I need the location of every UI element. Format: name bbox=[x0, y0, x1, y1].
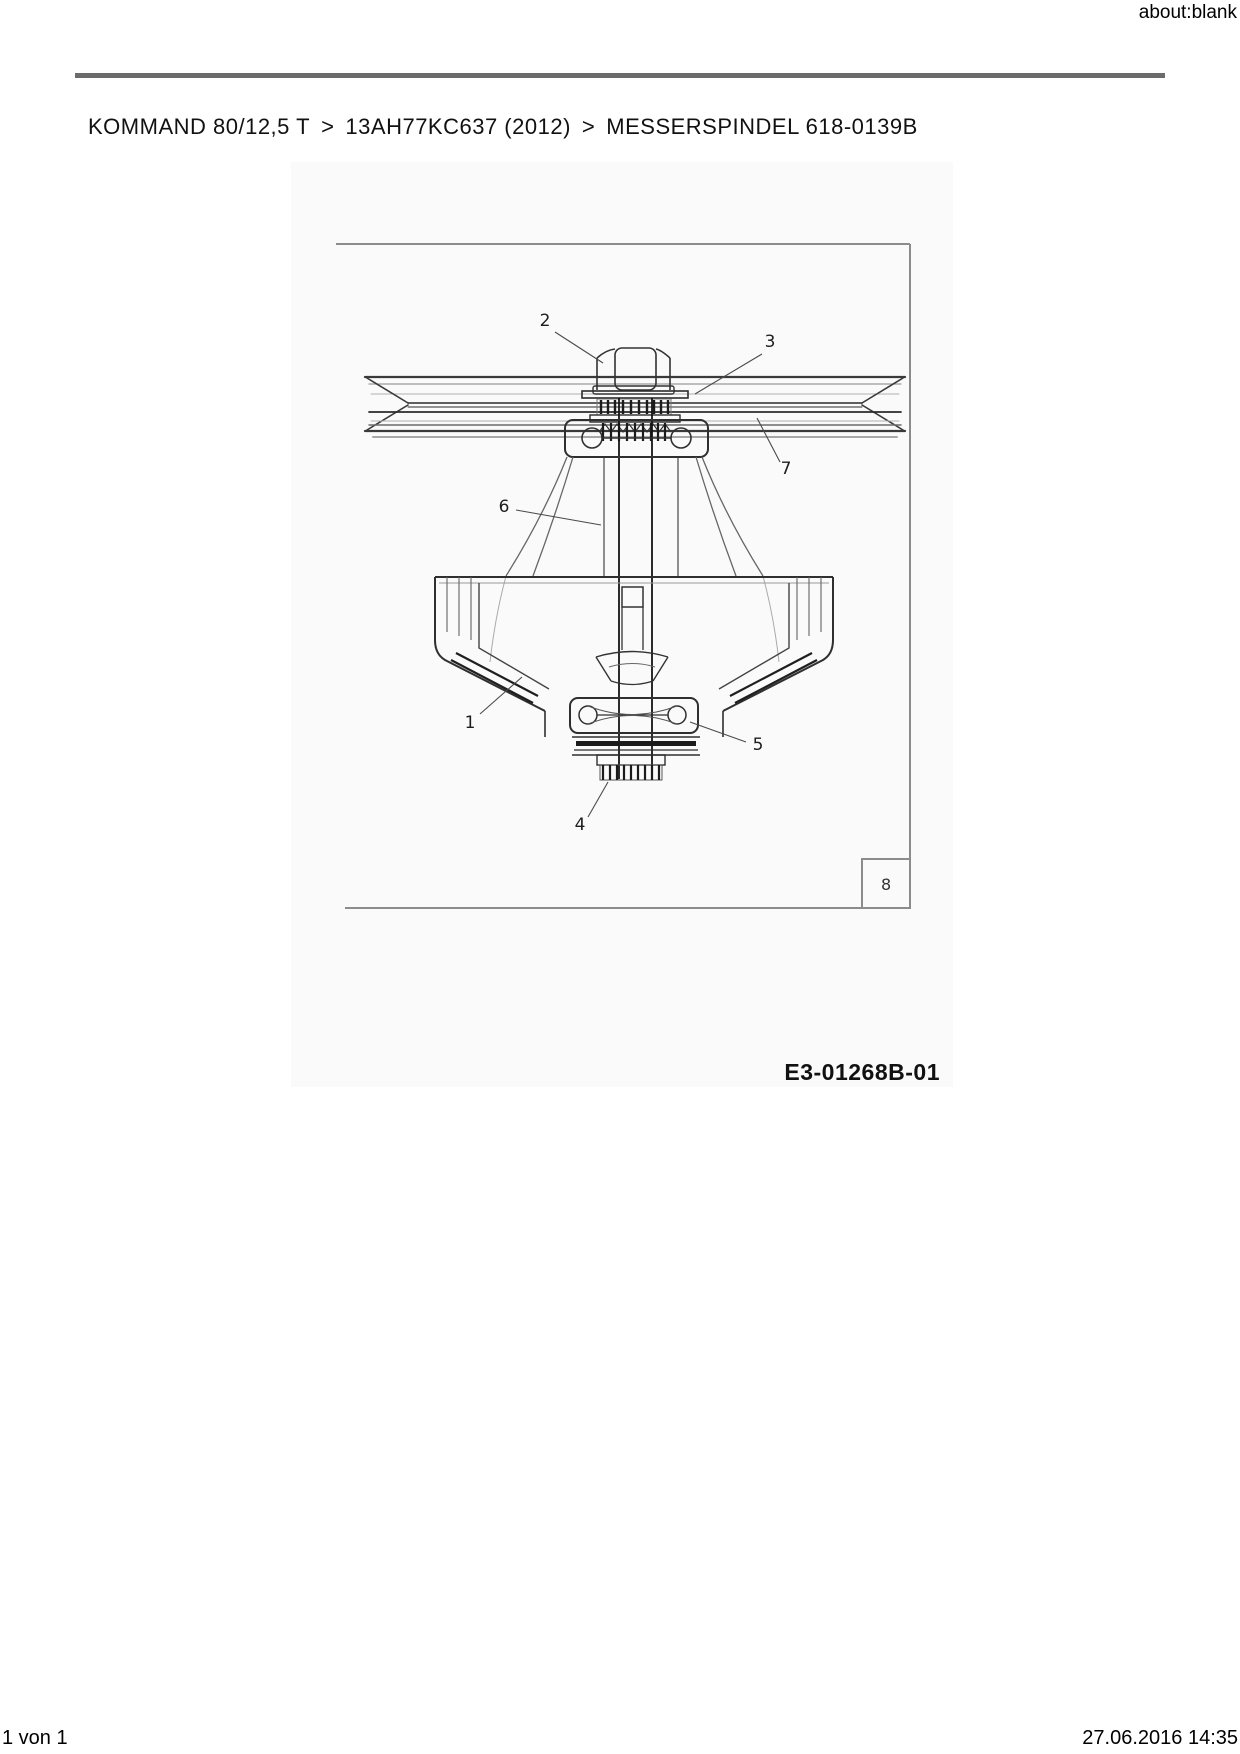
breadcrumb-separator: > bbox=[581, 114, 596, 139]
breadcrumb bbox=[88, 114, 918, 140]
header-rule bbox=[75, 73, 1165, 78]
footer-page-count: 1 von 1 bbox=[2, 1727, 68, 1749]
callout-3: 3 bbox=[764, 332, 776, 352]
breadcrumb-separator: > bbox=[321, 114, 335, 139]
breadcrumb-part: MESSERSPINDEL 618-0139B bbox=[606, 114, 918, 139]
spindle-cone bbox=[490, 457, 779, 662]
parts-diagram bbox=[291, 162, 953, 1087]
callout-8: 8 bbox=[881, 875, 892, 894]
callout-2: 2 bbox=[539, 311, 551, 331]
spindle-shaft bbox=[604, 398, 678, 779]
lower-bearing-bracket bbox=[570, 698, 698, 733]
spindle-housing bbox=[435, 577, 833, 737]
footer-datetime: 27.06.2016 14:35 bbox=[1082, 1727, 1238, 1749]
callout-4: 4 bbox=[574, 815, 586, 835]
bottom-flange-spline bbox=[572, 737, 700, 780]
center-bearing-detail bbox=[596, 587, 668, 685]
breadcrumb-variant: 13AH77KC637 (2012) bbox=[345, 114, 571, 139]
spindle-exploded-drawing bbox=[291, 162, 953, 1087]
drawing-number: E3-01268B-01 bbox=[784, 1059, 940, 1085]
callout-6: 6 bbox=[498, 497, 510, 517]
hex-bolt bbox=[593, 348, 674, 394]
callout-7: 7 bbox=[780, 459, 792, 479]
header-url: about:blank bbox=[1138, 2, 1237, 23]
callout-5: 5 bbox=[752, 735, 764, 755]
callout-1: 1 bbox=[464, 713, 476, 733]
breadcrumb-model: KOMMAND 80/12,5 T bbox=[88, 114, 311, 139]
